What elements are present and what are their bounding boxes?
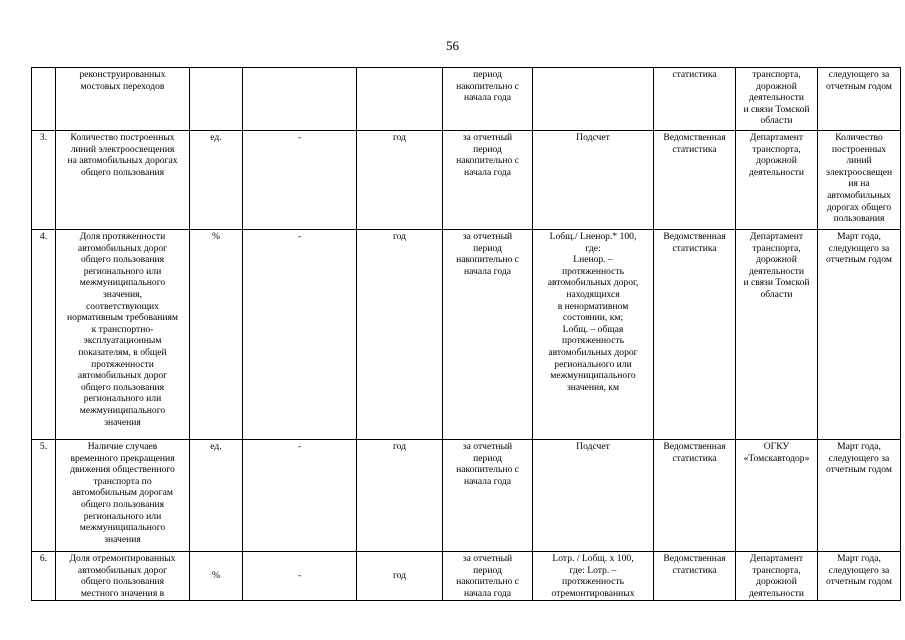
table-row [32,230,901,440]
cell-method [533,68,654,131]
cell-base: - [243,552,357,601]
cell-period: за отчетный период накопительно с начала года [443,440,533,552]
table-row [32,552,901,601]
cell-method: Lотр. / Lобщ. х 100, где: Lотр. – протяженность отремонтированных [533,552,654,601]
cell-period: за отчетный период накопительно с начала года [443,230,533,440]
cell-deadline: следующего за отчетным годом [818,68,901,131]
cell-deadline: Март года, следующего за отчетным годом [818,440,901,552]
cell-source: Ведомственная статистика [654,230,736,440]
cell-method: Lобщ./ Lненор.* 100, где: Lненор. – протяженность автомобильных дорог, находящихся в ненормативном состоянии, км; Lобщ. – общая протяженность автомобильных дорог регионального или межмуниципального значения, км [533,230,654,440]
cell-source: Ведомственная статистика [654,552,736,601]
cell-responsible: ОГКУ «Томскавтодор» [736,440,818,552]
cell-responsible: Департамент транспорта, дорожной деятельности и связи Томской области [736,230,818,440]
cell-base: - [243,440,357,552]
cell-name: реконструированных мостовых переходов [56,68,190,131]
cell-deadline: Март года, следующего за отчетным годом [818,230,901,440]
cell-responsible: Департамент транспорта, дорожной деятельности [736,552,818,601]
cell-name: Доля отремонтированных автомобильных дорог общего пользования местного значения в [56,552,190,601]
cell-periodicity: год [357,440,443,552]
cell-method: Подсчет [533,131,654,230]
cell-name: Количество построенных линий электроосвещения на автомобильных дорогах общего пользования [56,131,190,230]
cell-base: - [243,131,357,230]
cell-method: Подсчет [533,440,654,552]
page-number: 56 [446,38,459,53]
cell-unit: ед. [190,131,243,230]
cell-period: за отчетный период накопительно с начала года [443,131,533,230]
cell-unit: % [190,230,243,440]
table-row [32,131,901,230]
cell-name: Наличие случаев временного прекращения движения общественного транспорта по автомобильным дорогам общего пользования регионального или межмуниципального значения [56,440,190,552]
cell-periodicity [357,68,443,131]
cell-source: Ведомственная статистика [654,440,736,552]
cell-periodicity: год [357,552,443,601]
cell-period: за отчетный период накопительно с начала года [443,552,533,601]
cell-name: Доля протяженности автомобильных дорог общего пользования регионального или межмуниципального значения, соответствующих нормативным требованиям к транспортно- эксплуатационным показателям, в общей протяженности автомобильных дорог общего пользования регионального или межмуниципального значения [56,230,190,440]
cell-responsible: транспорта, дорожной деятельности и связи Томской области [736,68,818,131]
cell-unit: % [190,552,243,601]
cell-source: статистика [654,68,736,131]
cell-unit [190,68,243,131]
table-row [32,68,901,131]
cell-num: 4. [32,230,56,440]
cell-num [32,68,56,131]
cell-num: 6. [32,552,56,601]
cell-deadline: Количество построенных линий электроосвещен ия на автомобильных дорогах общего пользования [818,131,901,230]
cell-responsible: Департамент транспорта, дорожной деятельности [736,131,818,230]
cell-num: 3. [32,131,56,230]
cell-periodicity: год [357,131,443,230]
cell-period: период накопительно с начала года [443,68,533,131]
indicators-table [31,67,901,601]
cell-num: 5. [32,440,56,552]
cell-periodicity: год [357,230,443,440]
cell-base [243,68,357,131]
cell-base: - [243,230,357,440]
table-row [32,440,901,552]
cell-deadline: Март года, следующего за отчетным годом [818,552,901,601]
cell-unit: ед. [190,440,243,552]
cell-source: Ведомственная статистика [654,131,736,230]
